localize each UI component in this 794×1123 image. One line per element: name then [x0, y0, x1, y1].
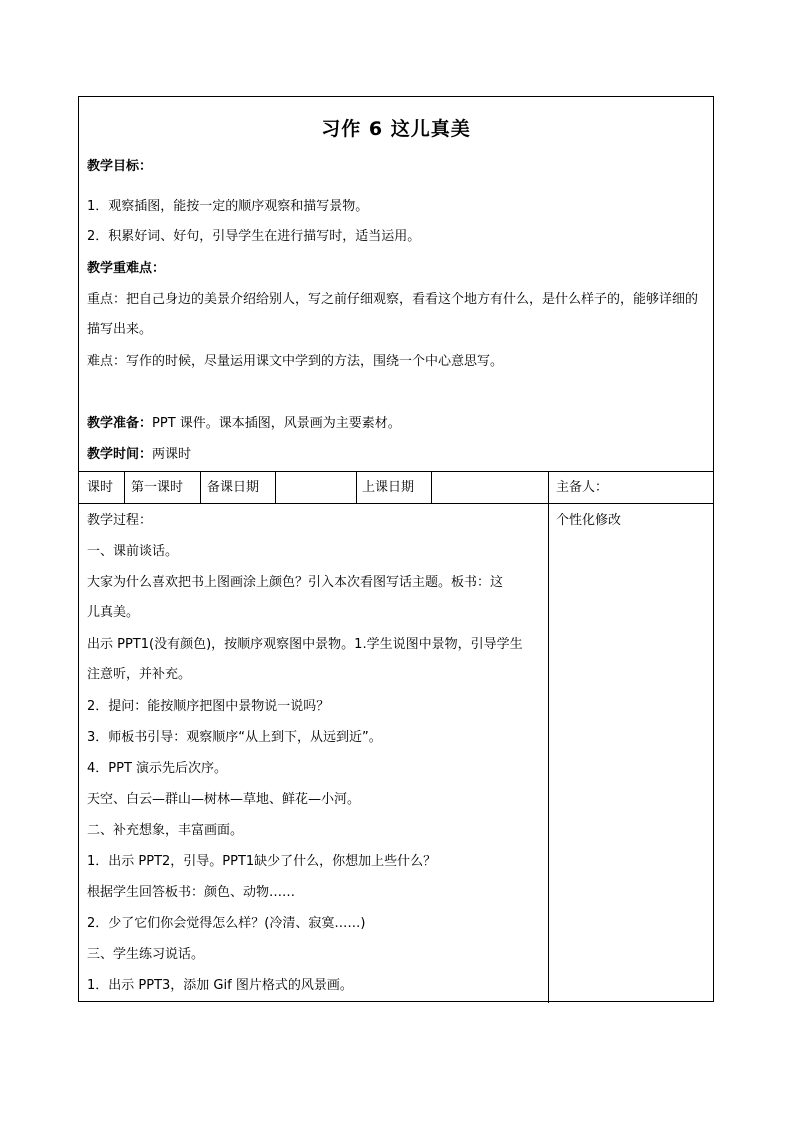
process-line: 根据学生回答板书：颜色、动物…… — [87, 885, 296, 900]
goal-item-2: 2．积累好词、好句，引导学生在进行描写时，适当运用。 — [87, 229, 421, 244]
col-divider — [431, 471, 432, 503]
process-line: 三、学生练习说话。 — [87, 947, 205, 962]
col-divider — [356, 471, 357, 503]
key-points-heading: 教学重难点： — [87, 261, 166, 276]
col-divider — [275, 471, 276, 503]
process-line: 出示 PPT1(没有颜色)，按顺序观察图中景物。1.学生说图中景物，引导学生 — [87, 637, 523, 652]
class-date-label: 上课日期 — [362, 480, 415, 495]
difficulty-point: 难点：写作的时候，尽量运用课文中学到的方法，围绕一个中心意思写。 — [87, 354, 504, 369]
process-line: 儿真美。 — [87, 605, 140, 620]
preparer-label: 主备人： — [556, 480, 609, 495]
process-line: 2．提问：能按顺序把图中景物说一说吗？ — [87, 699, 330, 714]
side-header: 个性化修改 — [556, 513, 622, 528]
row-divider-top — [79, 471, 713, 472]
process-line: 注意听，并补充。 — [87, 667, 192, 682]
goal-item-1: 1．观察插图，能按一定的顺序观察和描写景物。 — [87, 199, 369, 214]
preparation: 教学准备：PPT 课件。课本插图，风景画为主要素材。 — [87, 416, 401, 431]
col-divider — [124, 471, 125, 503]
row-divider-bottom — [79, 503, 713, 504]
focus-point: 重点：把自己身边的美景介绍给别人，写之前仔细观察，看看这个地方有什么，是什么样子的，能够详细的描写出来。 — [87, 292, 699, 337]
goals-heading: 教学目标： — [87, 159, 153, 174]
document-title: 习作 6 这儿真美 — [321, 118, 471, 140]
process-line: 二、补充想象，丰富画面。 — [87, 823, 244, 838]
teaching-time: 教学时间：两课时 — [87, 447, 192, 462]
side-column-divider — [548, 471, 549, 1003]
process-line: 大家为什么喜欢把书上图画涂上颜色？引入本次看图写话主题。板书：这 — [87, 575, 504, 590]
lesson-plan-table — [78, 96, 714, 1002]
lesson-label: 课时 — [87, 480, 114, 495]
process-line: 2．少了它们你会觉得怎么样？(冷清、寂寞……) — [87, 916, 366, 931]
process-line: 4．PPT 演示先后次序。 — [87, 761, 228, 776]
process-line: 3．师板书引导：观察顺序“从上到下，从远到近”。 — [87, 730, 382, 745]
process-line: 天空、白云—群山—树林—草地、鲜花—小河。 — [87, 792, 361, 807]
process-line: 1．出示 PPT2，引导。PPT1缺少了什么，你想加上些什么？ — [87, 854, 437, 869]
lesson-value: 第一课时 — [131, 480, 184, 495]
process-line: 教学过程： — [87, 513, 153, 528]
col-divider — [200, 471, 201, 503]
prep-date-label: 备课日期 — [207, 480, 260, 495]
process-line: 一、课前谈话。 — [87, 544, 179, 559]
process-line: 1．出示 PPT3，添加 Gif 图片格式的风景画。 — [87, 978, 353, 993]
